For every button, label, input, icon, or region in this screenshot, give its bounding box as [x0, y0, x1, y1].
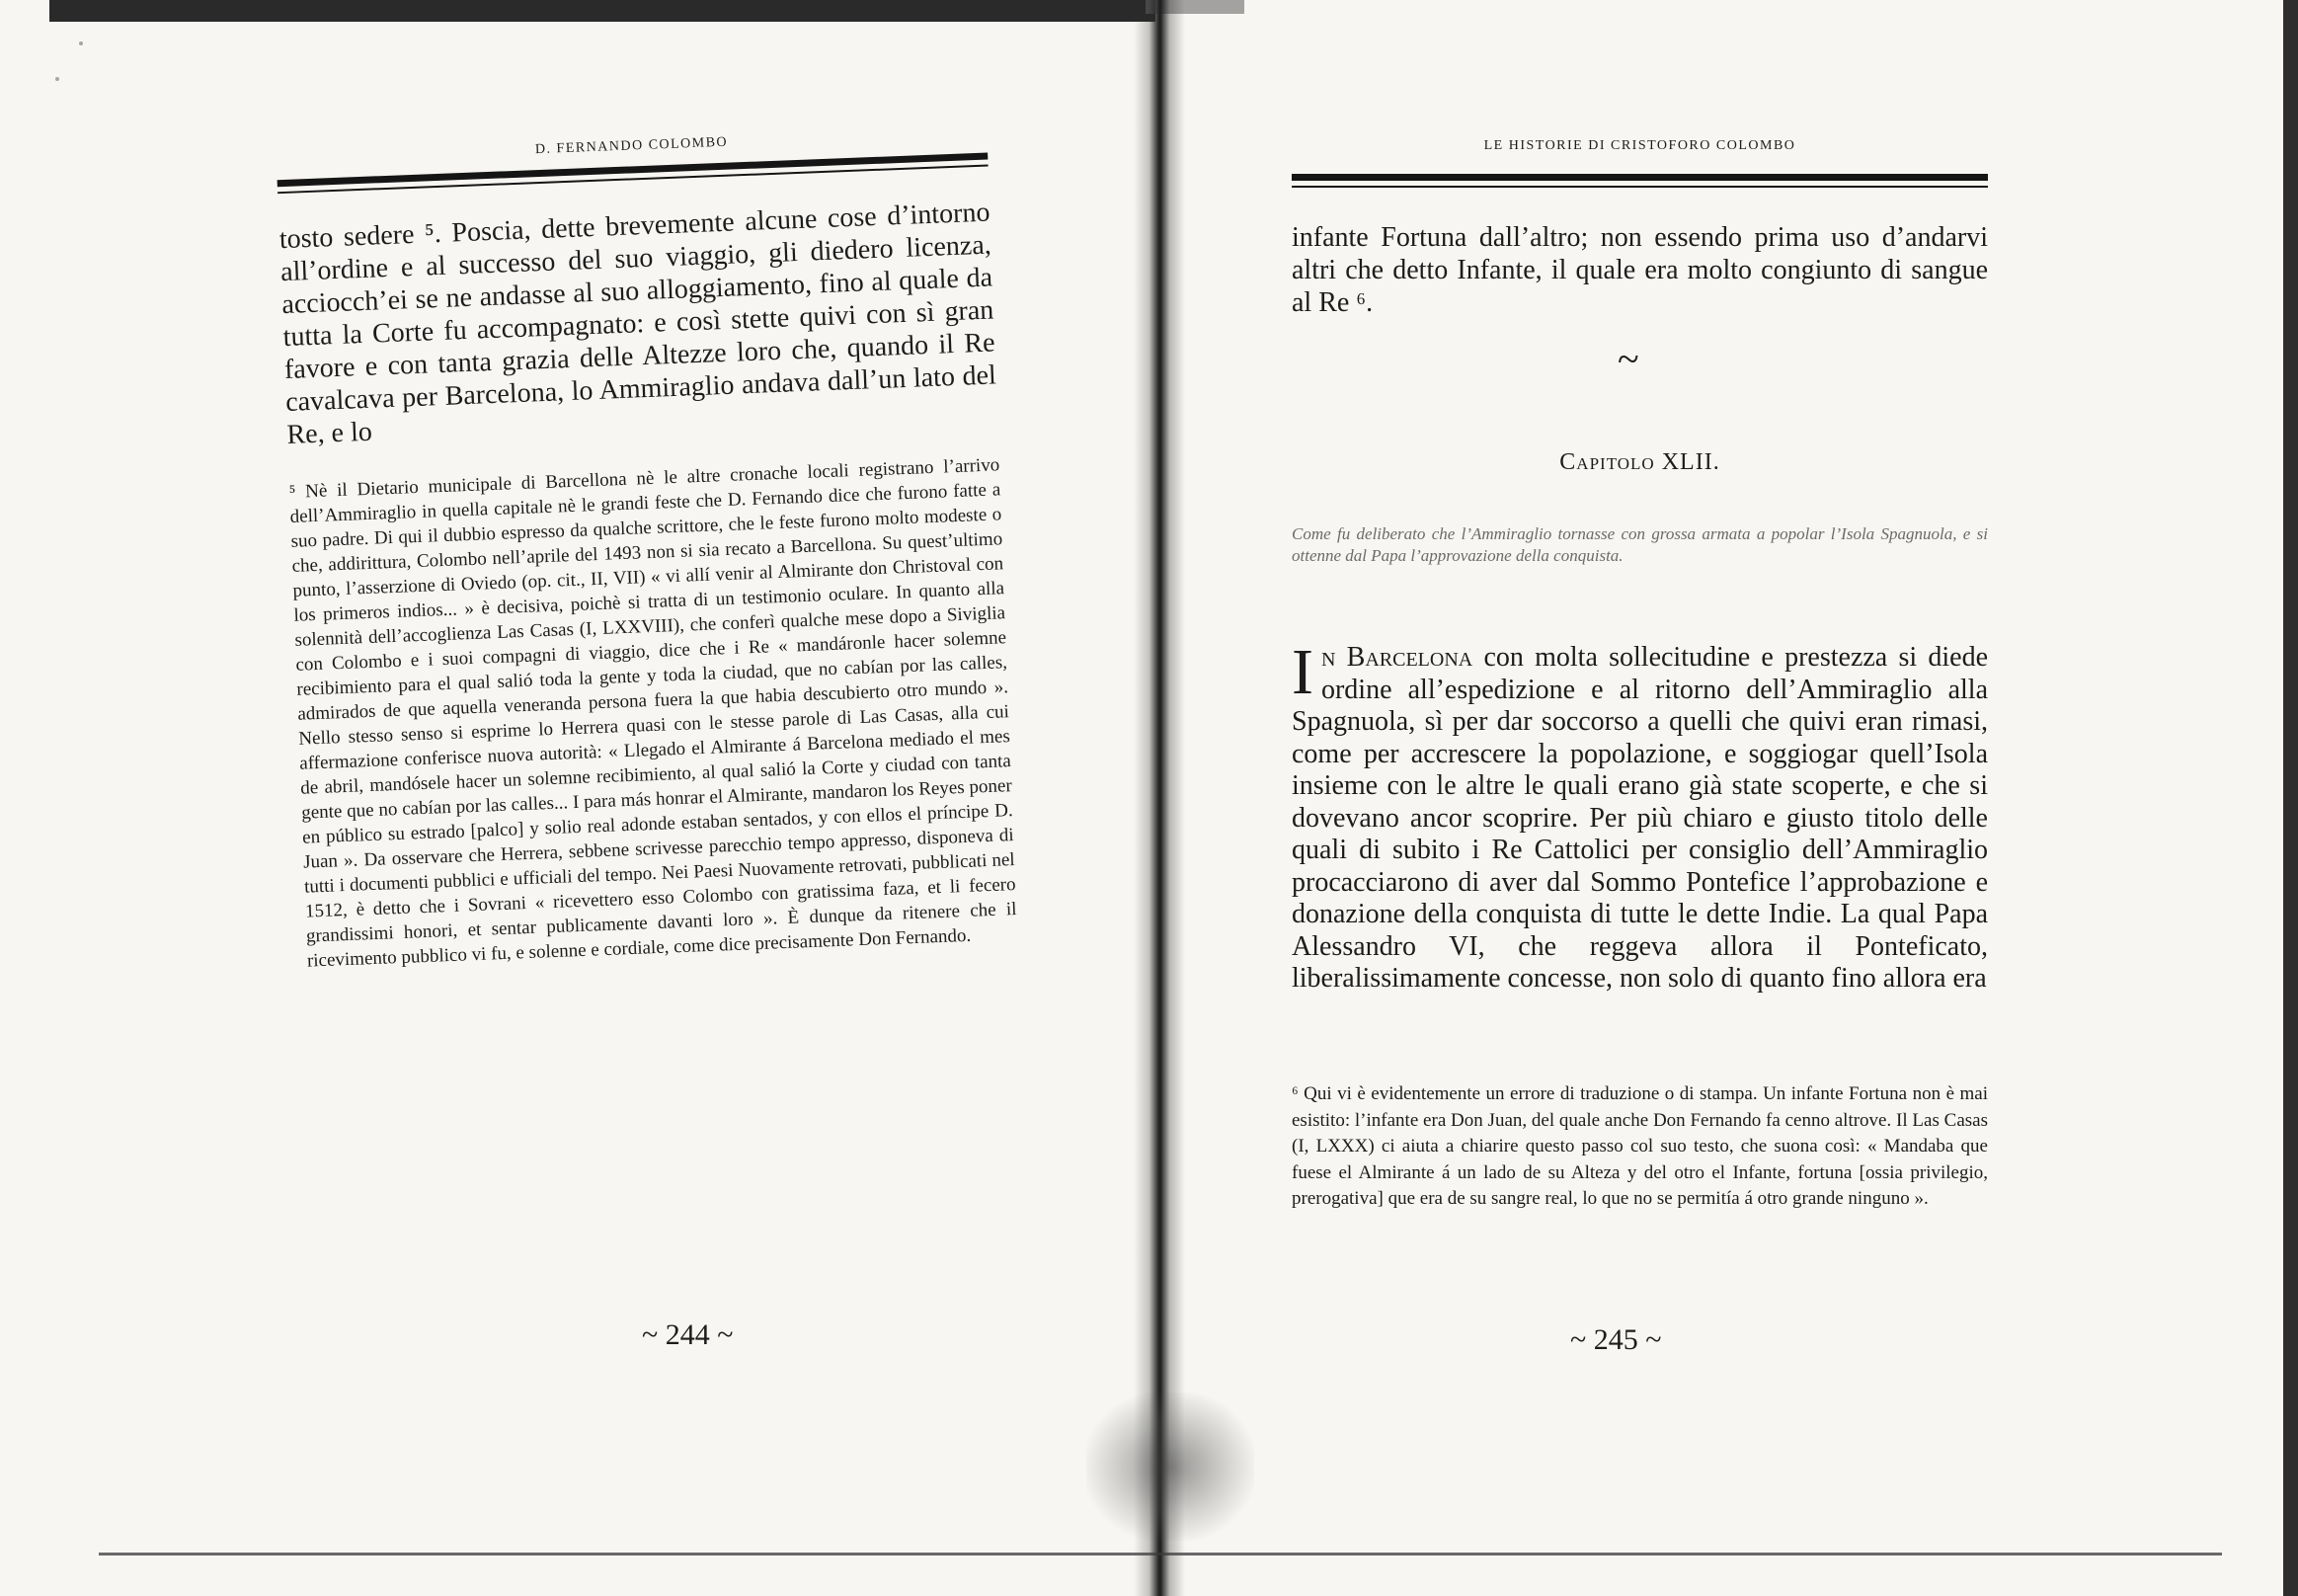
header-rule-thin [1292, 186, 1988, 188]
chapter-opening-words: n Barcelona [1320, 642, 1473, 673]
running-head-left: D. FERNANDO COLOMBO [534, 134, 729, 158]
right-body-top [1292, 221, 1988, 319]
right-body-paragraph [1292, 636, 1988, 996]
chapter-body-text: con molta sollecitudine e prestezza si diede ordine all’espedizione e al ritorno dell’Ammiraglio alla Spagnuola, sì per dar soccorso a quelli che quivi eran rimasi, come per accrescere la popolazione, e soggiogar quell’Isola insieme con le altre le quali erano già state scoperte, e che si dovevano ancor scoprire. Per più chiaro e giusto titolo delle quali di subito i Re Cattolici per consiglio dell’Ammiraglio procacciarono di aver dal Sommo Pontefice l’approbazione e donazione della conquista di tutte le dette Indie. La qual Papa Alessandro VI, che reggeva allora il Ponteficato, liberalissimamente concesse, non solo di quanto fino allora era [1292, 642, 1988, 994]
scan-bottom-edge [99, 1553, 2222, 1556]
right-page [1292, 119, 1988, 1363]
running-head-right: LE HISTORIE DI CRISTOFORO COLOMBO [1483, 138, 1796, 153]
left-body-text [278, 197, 997, 451]
footnote-5: ⁵ Nè il Dietario municipale di Barcellona nè le altre cronache locali registrano l’arrivo dell’Ammiraglio in quella capitale nè le grandi feste che D. Fernando dice che furono fatte a suo padre. Di qui il dubbio espresso da qualche scrittore, che le feste furono molto modeste o che, addirittura, Colombo nell’aprile del 1493 non si sia recato a Barcellona. Su quest’ultimo punto, l’asserzione di Oviedo (op. cit., II, VII) « vi allí venir al Almirante don Christoval con los primeros indios... » è decisiva, poichè si tratta di un testimonio oculare. In quanto alla solennità dell’accoglienza Las Casas (I, LXXVIII), che conferì qualche mese dopo a Siviglia con Colombo e i suoi compagni di viaggio, dice che i Re « mandáronle hacer solemne recibimiento para el qual salió toda la gente y toda la ciudad, que no cabían por las calles, admirados de que aquella veneranda persona fuera la que habia descubierto otro mundo ». Nello stesso senso si esprime lo Herrera quasi con le stesse parole di Las Casas, alla cui affermazione conferisce nuova autorità: « Llegado el Almirante á Barcelona mediado el mes de abril, mandósele hacer un solemne recibimiento, al qual salió la Corte y ciudad con tanta gente que no cabían por las calles... I para más honrar el Almirante, mandaron los Reyes poner en público su estrado [palco] y solio real adonde estaban sentados, y con ellos el príncipe D. Juan ». Da osservare che Herrera, sebbene scrivesse parecchio tempo appresso, disponeva di tutti i documenti pubblici e ufficiali del tempo. Nei Paesi Nuovamente retrovati, pubblicati nel 1512, è detto che i Sovrani « ricevettero esso Colombo con gratissima faza, et li fecero grandissimi honori, et sentar publicamente davanti loro ». È dunque da ritenere che il ricevimento pubblico vi fu, e solenne e cordiale, come dice precisamente Don Fernando. [288, 454, 1017, 972]
page-number-right: ~ 245 ~ [1570, 1323, 1662, 1356]
chapter-title-text: Capitolo XLII. [1559, 449, 1720, 475]
scan-top-shadow [49, 0, 1155, 22]
scan-speck [79, 41, 83, 45]
scan-speck [55, 77, 59, 81]
drop-cap: I [1292, 636, 1313, 708]
binding-gutter [1134, 0, 1185, 1596]
header-rule-thick [1292, 174, 1988, 181]
scan-right-edge [2283, 0, 2298, 1596]
right-body-main [1292, 636, 1988, 996]
section-ornament: ~ [1618, 337, 1639, 381]
chapter-title [1292, 449, 1988, 476]
page-number-left: ~ 244 ~ [642, 1318, 734, 1351]
left-footnote [288, 452, 1018, 973]
left-page [276, 106, 1034, 1377]
left-body-paragraph: tosto sedere ⁵. Poscia, dette brevemente alcune cose d’intorno all’ordine e al successo del suo viaggio, gli diedero licenza, acciocch’ei se ne andasse al suo alloggiamento, fino al quale da tutta la Corte fu accompagnato: e così stette quivi con sì gran favore e con tanta grazia delle Altezze loro che, quando il Re cavalcava per Barcelona, lo Ammiraglio andava dall’un lato del Re, e lo [278, 197, 997, 450]
binding-shadow [1086, 1393, 1254, 1541]
footnote-6: ⁶ Qui vi è evidentemente un errore di traduzione o di stampa. Un infante Fortuna non è mai esistito: l’infante era Don Juan, del quale anche Don Fernando fa cenno altrove. Il Las Casas (I, LXXX) ci aiuta a chiarire questo passo col suo testo, che suona così: « Mandaba que fuese el Almirante á un lado de su Alteza y del otro el Infante, fortuna [ossia privilegio, prerogativa] que era de su sangre real, lo que no se permitía á otro grande ninguno ». [1292, 1083, 1988, 1209]
right-body-top-paragraph: infante Fortuna dall’altro; non essendo prima uso d’andarvi altri che detto Infante, il quale era molto congiunto di sangue al Re ⁶. [1292, 222, 1988, 318]
right-footnote [1292, 1081, 1988, 1213]
chapter-summary: Come fu deliberato che l’Ammiraglio tornasse con grossa armata a popolar l’Isola Spagnuola, e si ottenne dal Papa l’approvazione della conquista. [1292, 524, 1988, 565]
